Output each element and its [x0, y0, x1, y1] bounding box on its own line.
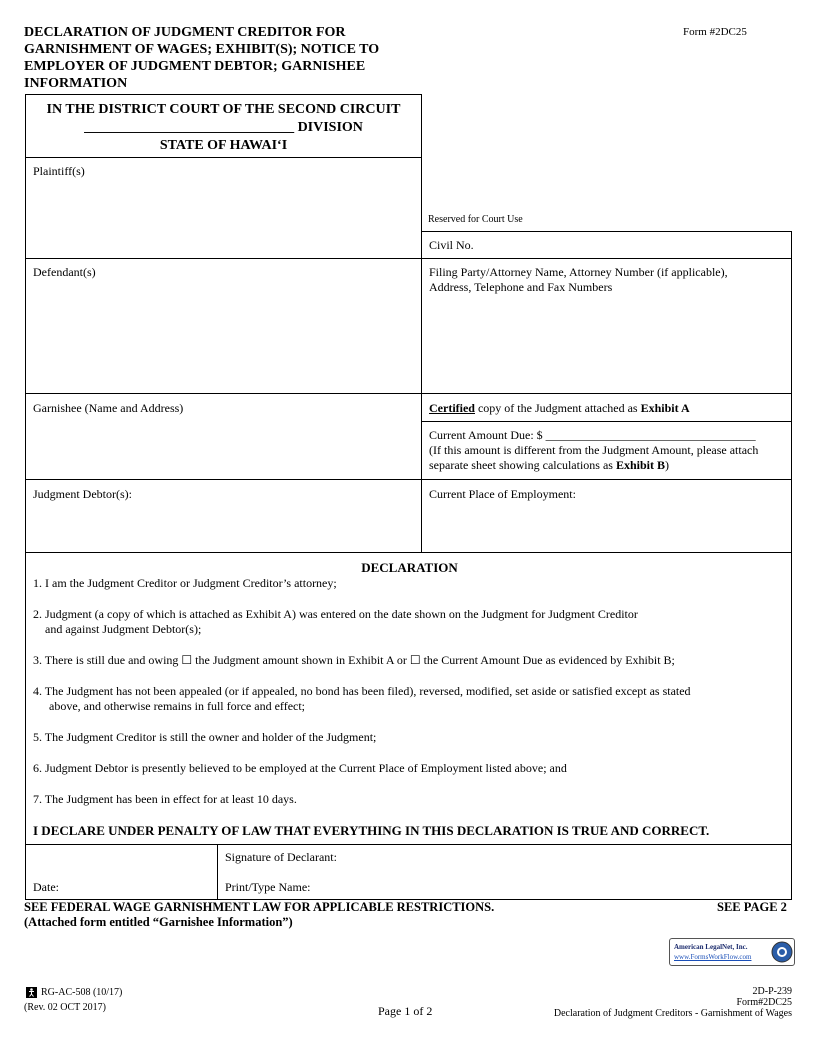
amount-due-label: Current Amount Due: $ ___________________________________ [429, 428, 756, 442]
declaration-item-2-cont: and against Judgment Debtor(s); [45, 622, 202, 636]
court-caption [25, 94, 422, 158]
reserved-court-use: Reserved for Court Use [428, 214, 523, 225]
amount-note-end: ) [664, 458, 669, 472]
signature-label: Signature of Declarant: [225, 850, 337, 864]
logo-website: www.FormsWorkFlow.com [674, 953, 752, 961]
defendant-field[interactable] [25, 258, 422, 394]
footer-code-1: 2D-P-239 [752, 986, 792, 997]
defendant-label: Defendant(s) [33, 265, 96, 279]
declaration-item-5: 5. The Judgment Creditor is still the owner and holder of the Judgment; [33, 730, 377, 744]
footer-codes [554, 986, 792, 1019]
footer-code-2: Form#2DC25 [736, 997, 792, 1008]
declaration-item-2: 2. Judgment (a copy of which is attached as Exhibit A) was entered on the date shown on the Judgment for Judgment Creditor [33, 607, 638, 621]
declaration-item-6: 6. Judgment Debtor is presently believed to be employed at the Current Place of Employment listed above; and [33, 761, 567, 775]
declaration-item-4: 4. The Judgment has not been appealed (or if appealed, no bond has been filed), reversed, modified, set aside or satisfied except as stated [33, 684, 691, 698]
civil-no-label: Civil No. [429, 238, 474, 252]
plaintiff-field[interactable] [25, 157, 422, 259]
declaration-item-3: 3. There is still due and owing ☐ the Judgment amount shown in Exhibit A or ☐ the Current Amount Due as evidenced by Exhibit B; [33, 653, 675, 667]
judgment-debtor-field[interactable] [25, 479, 422, 553]
date-label: Date: [33, 880, 59, 894]
garnishee-field[interactable] [25, 393, 422, 480]
judgment-debtor-label: Judgment Debtor(s): [33, 487, 132, 501]
declaration-section [25, 552, 792, 845]
declaration-item-1: 1. I am the Judgment Creditor or Judgment Creditor’s attorney; [33, 576, 337, 590]
garnishee-label: Garnishee (Name and Address) [33, 401, 184, 415]
court-line-1: IN THE DISTRICT COURT OF THE SECOND CIRCUIT [46, 102, 401, 117]
employment-field[interactable] [421, 479, 792, 553]
amount-due-field[interactable] [421, 421, 792, 480]
page-number: Page 1 of 2 [378, 1004, 433, 1018]
federal-law-notice: SEE FEDERAL WAGE GARNISHMENT LAW FOR APPLICABLE RESTRICTIONS. [24, 900, 495, 914]
footer-code-3: Declaration of Judgment Creditors - Garnishment of Wages [553, 1008, 792, 1019]
document-title: DECLARATION OF JUDGMENT CREDITOR FOR GARNISHMENT OF WAGES; EXHIBIT(S); NOTICE TO EMPLOYER OF JUDGMENT DEBTOR; GARNISHEE INFORMATION [24, 25, 380, 91]
civil-no-field[interactable] [421, 231, 792, 259]
declaration-item-4-cont: above, and otherwise remains in full force and effect; [49, 699, 306, 713]
accessibility-icon [26, 987, 37, 998]
rg-code: RG-AC-508 (10/17) [41, 987, 123, 998]
employment-label: Current Place of Employment: [429, 487, 576, 501]
penalty-statement: I DECLARE UNDER PENALTY OF LAW THAT EVERYTHING IN THIS DECLARATION IS TRUE AND CORRECT. [33, 823, 710, 838]
form-number: Form #2DC25 [683, 26, 747, 38]
court-line-3: STATE OF HAWAI‘I [159, 138, 288, 153]
date-field[interactable] [25, 844, 218, 900]
signature-field[interactable] [217, 844, 792, 900]
amount-note: (If this amount is different from the Judgment Amount, please attach separate sheet showing calculations as [429, 443, 759, 472]
certified-copy-field [421, 393, 792, 422]
exhibit-a: Exhibit A [640, 401, 690, 415]
exhibit-b: Exhibit B [615, 458, 665, 472]
attached-form-note: (Attached form entitled “Garnishee Information”) [24, 915, 293, 929]
revision-date: (Rev. 02 OCT 2017) [24, 1002, 106, 1013]
logo-company: American LegalNet, Inc. [674, 943, 748, 951]
plaintiff-label: Plaintiff(s) [33, 164, 85, 178]
certified-text: copy of the Judgment attached as [474, 401, 641, 415]
certified-word: Certified [429, 401, 475, 415]
declaration-heading: DECLARATION [361, 560, 458, 575]
globe-icon [771, 941, 793, 963]
print-name-label: Print/Type Name: [225, 880, 311, 894]
court-line-2: ______________________________ DIVISION [84, 120, 363, 135]
filing-party-label: Filing Party/Attorney Name, Attorney Number (if applicable), Address, Telephone and Fax Numbers [429, 265, 728, 294]
see-page-2: SEE PAGE 2 [717, 900, 787, 914]
filing-party-field[interactable] [421, 258, 792, 394]
legalnet-logo [669, 938, 795, 966]
declaration-item-7: 7. The Judgment has been in effect for at least 10 days. [33, 792, 297, 806]
